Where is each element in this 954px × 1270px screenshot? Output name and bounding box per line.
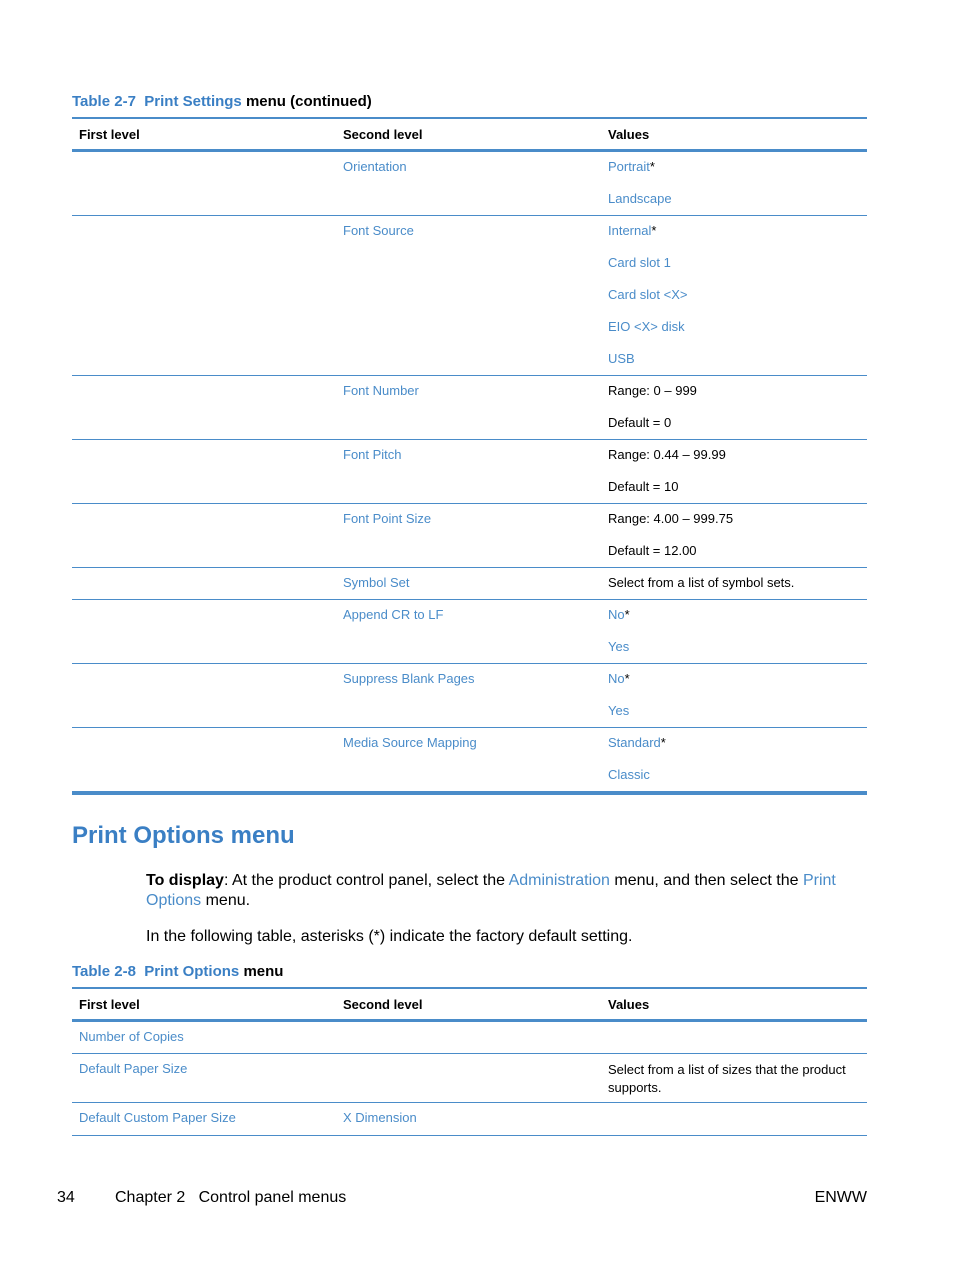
values-cell bbox=[608, 511, 858, 575]
table-row bbox=[72, 152, 867, 216]
display-text-1: : At the product control panel, select the bbox=[223, 872, 509, 889]
values-cell bbox=[608, 671, 858, 735]
default-marker: * bbox=[651, 223, 657, 238]
display-text-2: menu, and then select the bbox=[609, 872, 803, 889]
section-title: Print Options menu bbox=[72, 822, 295, 849]
value-option[interactable]: No bbox=[608, 671, 625, 686]
display-instructions bbox=[146, 871, 846, 911]
value-line bbox=[608, 223, 858, 255]
chapter-title: Chapter 2 Control panel menus bbox=[115, 1189, 347, 1206]
header-first-level: First level bbox=[79, 127, 140, 142]
asterisk-note: In the following table, asterisks (*) indicate the factory default setting. bbox=[146, 928, 633, 945]
table-row bbox=[72, 1022, 867, 1054]
value-option[interactable]: Standard bbox=[608, 735, 661, 750]
header-second-level: Second level bbox=[343, 997, 423, 1012]
table-2-7-caption bbox=[72, 93, 372, 110]
second-level-item[interactable]: Orientation bbox=[343, 159, 407, 174]
value-text: Range: 0 – 999 bbox=[608, 383, 697, 398]
first-level-default-paper-size[interactable]: Default Paper Size bbox=[79, 1061, 188, 1076]
value-line bbox=[608, 735, 858, 767]
value-line bbox=[608, 671, 858, 703]
second-level-item[interactable]: Font Number bbox=[343, 383, 419, 398]
table-header bbox=[72, 987, 867, 1022]
second-level-item[interactable]: Font Point Size bbox=[343, 511, 432, 526]
values-cell bbox=[608, 447, 858, 511]
table-2-8-caption bbox=[72, 963, 283, 980]
value-option[interactable]: EIO <X> disk bbox=[608, 319, 685, 334]
second-level-item[interactable]: Media Source Mapping bbox=[343, 735, 477, 750]
print-settings-table bbox=[72, 117, 867, 795]
values-cell bbox=[608, 1061, 858, 1097]
value-text: Range: 0.44 – 99.99 bbox=[608, 447, 726, 462]
default-marker: * bbox=[624, 671, 630, 686]
administration-link[interactable]: Administration bbox=[508, 872, 610, 889]
table-row bbox=[72, 1103, 867, 1136]
table-body bbox=[72, 152, 867, 795]
values-cell bbox=[608, 223, 858, 383]
header-values: Values bbox=[608, 997, 650, 1012]
value-option[interactable]: Landscape bbox=[608, 191, 672, 206]
value-line bbox=[608, 447, 858, 479]
caption-link-print-settings[interactable]: Print Settings bbox=[144, 93, 242, 110]
table-row bbox=[72, 440, 867, 504]
second-level-item[interactable]: Suppress Blank Pages bbox=[343, 671, 475, 686]
value-text: Default = 12.00 bbox=[608, 543, 697, 558]
second-level-item[interactable]: Append CR to LF bbox=[343, 607, 444, 622]
value-line bbox=[608, 159, 858, 191]
value-text: Range: 4.00 – 999.75 bbox=[608, 511, 734, 526]
default-marker: * bbox=[624, 607, 630, 622]
table-row bbox=[72, 728, 867, 795]
table-row bbox=[72, 1054, 867, 1103]
value-option[interactable]: Classic bbox=[608, 767, 650, 782]
table-header bbox=[72, 117, 867, 152]
value-line bbox=[608, 255, 858, 287]
first-level-number-of-copies[interactable]: Number of Copies bbox=[79, 1029, 184, 1044]
values-cell bbox=[608, 159, 858, 223]
value-option[interactable]: Card slot 1 bbox=[608, 255, 671, 270]
value-line bbox=[608, 319, 858, 351]
values-cell bbox=[608, 383, 858, 447]
footer-right: ENWW bbox=[814, 1189, 867, 1206]
value-text: Select from a list of symbol sets. bbox=[608, 575, 795, 590]
value-option[interactable]: Yes bbox=[608, 703, 630, 718]
second-level-item[interactable]: Symbol Set bbox=[343, 575, 410, 590]
caption-link-print-options[interactable]: Print Options bbox=[144, 963, 240, 980]
print-options-link[interactable]: Print Options bbox=[146, 872, 836, 909]
caption-number: Table 2-7 bbox=[72, 93, 136, 110]
value-line bbox=[608, 287, 858, 319]
value-option[interactable]: Portrait bbox=[608, 159, 650, 174]
table-row bbox=[72, 504, 867, 568]
caption-suffix: menu (continued) bbox=[245, 93, 372, 110]
value-text: Default = 10 bbox=[608, 479, 679, 494]
caption-suffix: menu bbox=[243, 963, 284, 980]
second-level-item[interactable]: Font Pitch bbox=[343, 447, 402, 462]
header-first-level: First level bbox=[79, 997, 140, 1012]
value-line bbox=[608, 511, 858, 543]
value-option[interactable]: Card slot <X> bbox=[608, 287, 688, 302]
values-cell bbox=[608, 607, 858, 671]
value-text: Default = 0 bbox=[608, 415, 672, 430]
default-marker: * bbox=[660, 735, 666, 750]
second-level-x-dimension[interactable]: X Dimension bbox=[343, 1110, 417, 1125]
value-option[interactable]: USB bbox=[608, 351, 635, 366]
second-level-item[interactable]: Font Source bbox=[343, 223, 414, 238]
display-text-3: menu. bbox=[201, 892, 251, 909]
header-second-level: Second level bbox=[343, 127, 423, 142]
value-text: Select from a list of sizes that the product supports. bbox=[608, 1062, 846, 1095]
table-row bbox=[72, 216, 867, 376]
print-options-table bbox=[72, 987, 867, 1136]
values-cell bbox=[608, 735, 858, 799]
first-level-default-custom-paper-size[interactable]: Default Custom Paper Size bbox=[79, 1110, 236, 1125]
display-label: To display bbox=[146, 872, 224, 889]
value-option[interactable]: Internal bbox=[608, 223, 652, 238]
default-marker: * bbox=[649, 159, 655, 174]
value-line bbox=[608, 383, 858, 415]
caption-number: Table 2-8 bbox=[72, 963, 136, 980]
page-number: 34 bbox=[57, 1189, 75, 1206]
table-row bbox=[72, 600, 867, 664]
table-row bbox=[72, 568, 867, 600]
table-row bbox=[72, 664, 867, 728]
value-line bbox=[608, 767, 858, 799]
value-option[interactable]: Yes bbox=[608, 639, 630, 654]
table-row bbox=[72, 376, 867, 440]
value-option[interactable]: No bbox=[608, 607, 625, 622]
header-values: Values bbox=[608, 127, 650, 142]
value-line bbox=[608, 607, 858, 639]
